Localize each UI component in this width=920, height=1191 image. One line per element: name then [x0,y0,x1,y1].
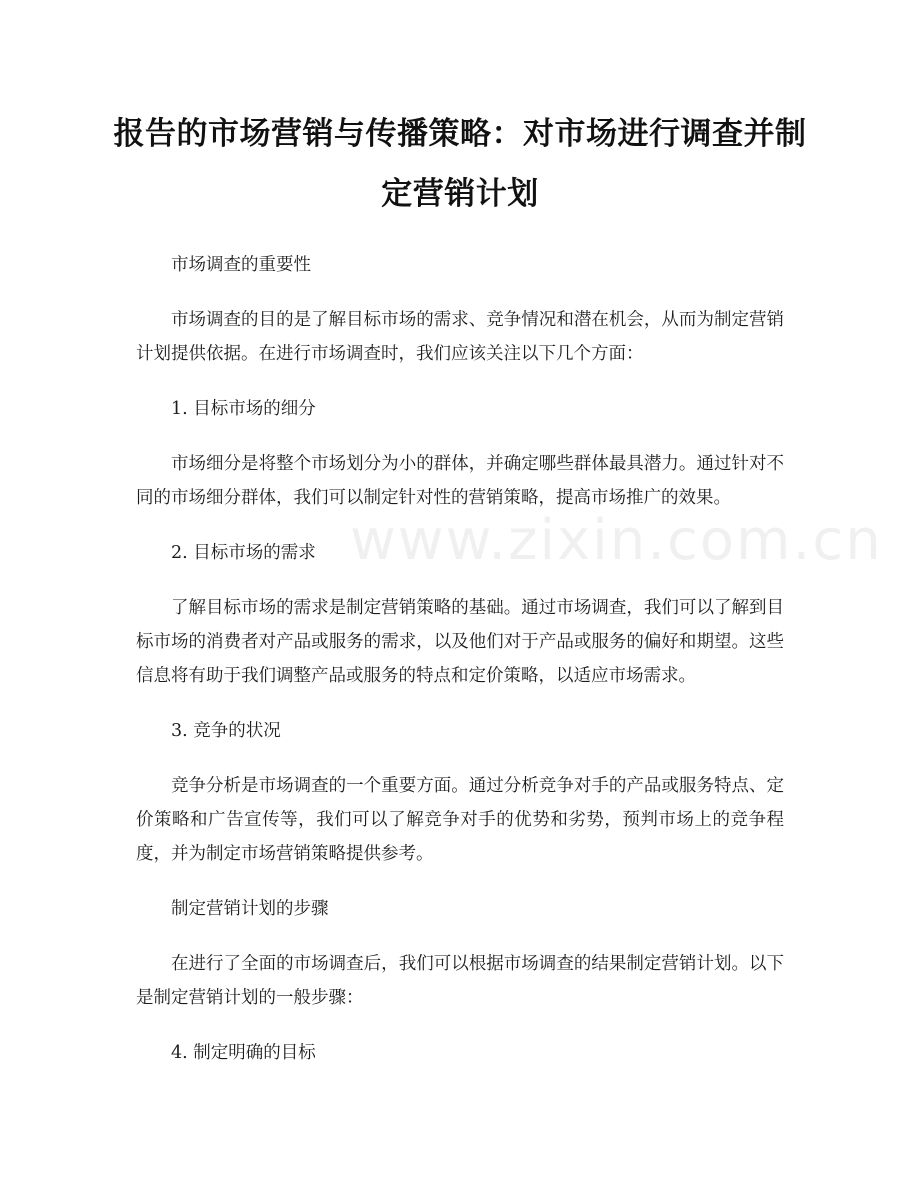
watermark: www.zixin.com.cn [350,508,883,573]
section-heading-competition: 3. 竞争的状况 [171,721,281,741]
section-heading-demand: 2. 目标市场的需求 [171,543,316,563]
paragraph-segmentation: 市场细分是将整个市场划分为小的群体，并确定哪些群体最具潜力。通过针对不同的市场细分群体，我们可以制定针对性的营销策略，提高市场推广的效果。 [136,454,784,508]
section-heading-plan-steps: 制定营销计划的步骤 [171,899,329,919]
section-heading-segmentation: 1. 目标市场的细分 [171,399,316,419]
paragraph-competition: 竞争分析是市场调查的一个重要方面。通过分析竞争对手的产品或服务特点、定价策略和广告宣传等，我们可以了解竞争对手的优势和劣势，预判市场上的竞争程度，并为制定市场营销策略提供参考。 [136,776,784,864]
document-title: 报告的市场营销与传播策略：对市场进行调查并制定营销计划 [113,116,807,212]
section-heading-goals: 4. 制定明确的目标 [171,1043,316,1063]
paragraph-plan-steps: 在进行了全面的市场调查后，我们可以根据市场调查的结果制定营销计划。以下是制定营销计划的一般步骤： [136,954,784,1008]
document-body [136,248,784,1091]
paragraph-demand: 了解目标市场的需求是制定营销策略的基础。通过市场调查，我们可以了解到目标市场的消费者对产品或服务的需求，以及他们对于产品或服务的偏好和期望。这些信息将有助于我们调整产品或服务的特点和定价策略，以适应市场需求。 [136,598,784,686]
paragraph-purpose: 市场调查的目的是了解目标市场的需求、竞争情况和潜在机会，从而为制定营销计划提供依据。在进行市场调查时，我们应该关注以下几个方面： [136,310,784,364]
section-heading-importance: 市场调查的重要性 [171,255,311,275]
